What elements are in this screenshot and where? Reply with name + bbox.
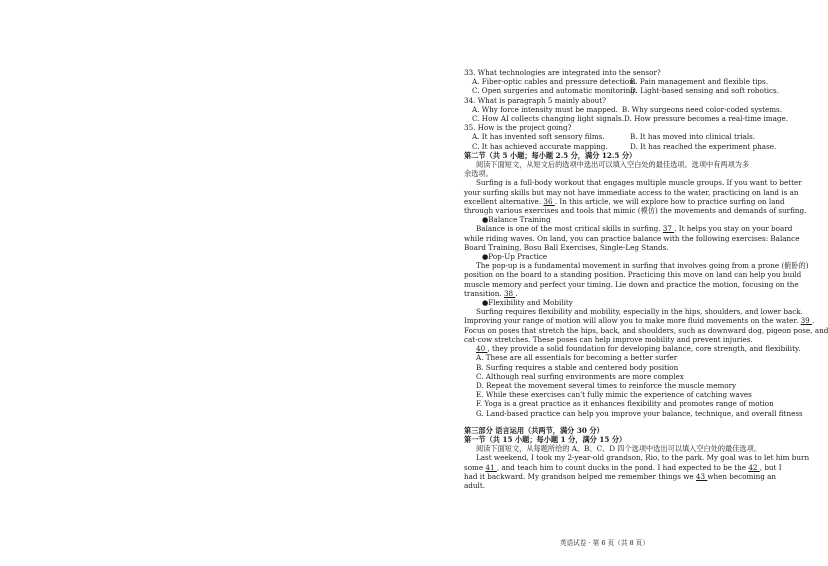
passage-text-2c: , but I [759,462,782,472]
question-33-stem: 33. What technologies are integrated into the sensor? [464,68,661,77]
part-3-heading: 第三部分 语言运用（共两节，满分 30 分） [464,425,604,435]
question-34-stem: 34. What is paragraph 5 mainly about? [464,95,607,105]
flex-line-4: cat-cow stretches. These poses can help improve mobility and prevent injuries. [464,334,753,344]
answer-option-b: B. Surfing requires a stable and centered body position [476,362,679,372]
intro-line-3 [464,196,785,206]
question-35-options-row-2 [464,142,782,151]
bullet-balance-training: ●Balance Training [482,215,551,225]
option-34-a: A. Why force intensity must be mapped. [472,104,618,114]
intro-line-1: Surfing is a full-body workout that engages multiple muscle groups. If you want to better [476,178,802,188]
passage-line-3 [464,472,782,481]
flex-line-3: Focus on poses that stretch the hips, back, and shoulders, such as downward dog, pigeon pose, and [464,325,828,335]
blank-40: 40 [476,344,488,354]
option-35-a: A. It has invented soft sensory films. [472,132,605,142]
question-33-options-row-1 [464,77,782,86]
option-33-a: A. Fiber-optic cables and pressure detection. [472,77,637,87]
blank-41: 41 [485,462,497,472]
option-34-c: C. How AI collects changing light signals. [472,114,625,124]
section-2-heading: 第二节（共 5 小题；每小题 2.5 分，满分 12.5 分） [464,150,637,160]
question-35-options-row-1 [464,132,782,141]
passage-text-3b: when becoming an [707,471,777,481]
blank-43: 43 [695,471,708,481]
question-33-options-row-2 [464,86,782,95]
option-35-c: C. It has achieved accurate mapping. [472,141,608,151]
popup-line-2: position on the board to a standing position. Practicing this move on land can help you build [464,270,802,280]
part-3-instruction: 阅读下面短文，从每题所给的 A、B、C、D 四个选项中选出可以填入空白处的最佳选项。 [476,444,762,454]
balance-line-3: Board Training, Bosu Ball Exercises, Single-Leg Stands. [464,242,669,252]
answer-option-a: A. These are all essentials for becoming a better surfer [476,353,678,363]
balance-line-1 [464,224,793,234]
balance-line-2: while riding waves. On land, you can practice balance with the following exercises: Balance [464,233,800,243]
question-34-options-row-2 [464,114,788,124]
intro-text-3b: . In this article, we will explore how to practice surfing on land [554,196,785,206]
bullet-pop-up-practice: ●Pop-Up Practice [482,252,548,262]
section-spacer [464,418,782,426]
question-35-stem: 35. How is the project going? [464,123,572,133]
question-34-options-row-1 [464,105,782,114]
balance-text-1a: Balance is one of the most critical skills in surfing. [476,224,661,234]
option-34-d: D. How pressure becomes a real-time image. [624,114,788,124]
part-3-sub-heading: 第一节（共 15 小题；每小题 1 分，满分 15 分） [464,434,627,444]
flex-line-2 [464,316,815,326]
blank-39: 39 [800,316,813,326]
option-34-b: B. Why surgeons need color-coded systems. [621,104,782,114]
intro-line-4: through various exercises and tools that mimic (模仿) the movements and demands of surfing. [464,206,807,216]
answer-option-c: C. Although real surfing environments are more complex [476,371,684,381]
conclusion-text: , they provide a solid foundation for developing balance, core strength, and flexibility. [487,344,801,354]
option-33-d: D. Light-based sensing and soft robotics. [630,86,780,96]
passage-line-2 [464,463,782,472]
conclusion-line [464,344,801,354]
popup-line-4 [464,289,782,298]
passage-text-2a: some [464,462,484,472]
popup-line-1: The pop-up is a fundamental movement in surfing that involves going from a prone (俯卧的) [476,261,809,271]
answer-option-d: D. Repeat the movement several times to reinforce the muscle memory [476,380,737,390]
intro-line-2: your surfing skills but may not have immediate access to the water, practicing on land is an [464,187,799,197]
option-35-d: D. It has reached the experiment phase. [630,141,777,151]
passage-text-2b: , and teach him to count ducks in the pond. I had expected to be the [496,462,747,472]
flex-text-2b: . [812,316,815,326]
popup-text-4a: transition. [464,288,502,298]
bullet-flexibility-mobility: ●Flexibility and Mobility [482,298,573,308]
blank-36: 36 [543,196,555,206]
text-column [464,68,828,490]
flex-text-2a: Improving your range of motion will allow you to make more fluid movements on the water. [464,316,799,326]
blank-37: 37 [662,224,675,234]
section-2-instruction-line-2: 余选项。 [464,169,493,179]
option-33-c: C. Open surgeries and automatic monitoring. [472,86,638,96]
popup-line-3: muscle memory and perfect your timing. Lie down and practice the motion, focusing on the [464,279,799,289]
option-33-b: B. Pain management and flexible tips. [630,77,769,87]
passage-line-4: adult. [464,480,485,490]
answer-option-g: G. Land-based practice can help you improve your balance, technique, and overall fitness [476,408,803,418]
intro-text-3a: excellent alternative. [464,196,542,206]
answer-option-f: F. Yoga is a great practice as it enhances flexibility and promotes range of motion [476,399,774,409]
flex-line-1: Surfing requires flexibility and mobility, especially in the hips, shoulders, and lower back. [476,307,803,317]
popup-text-4b: . [515,288,518,298]
page-footer: 英语试卷 · 第 6 页（共 8 页） [560,539,649,547]
passage-line-1: Last weekend, I took my 2-year-old grandson, Rio, to the park. My goal was to let him burn [476,453,810,463]
option-35-b: B. It has moved into clinical trials. [630,132,756,142]
blank-38: 38 [503,288,516,298]
balance-text-1b: . It helps you stay on your board [674,224,793,234]
section-2-instruction-line-1: 阅读下面短文，从短文后的选项中选出可以填入空白处的最佳选项。选项中有两项为多 [476,160,750,170]
answer-option-e: E. While these exercises can't fully mimic the experience of catching waves [476,390,752,400]
passage-text-3a: had it backward. My grandson helped me remember things we [464,471,694,481]
blank-42: 42 [748,462,760,472]
